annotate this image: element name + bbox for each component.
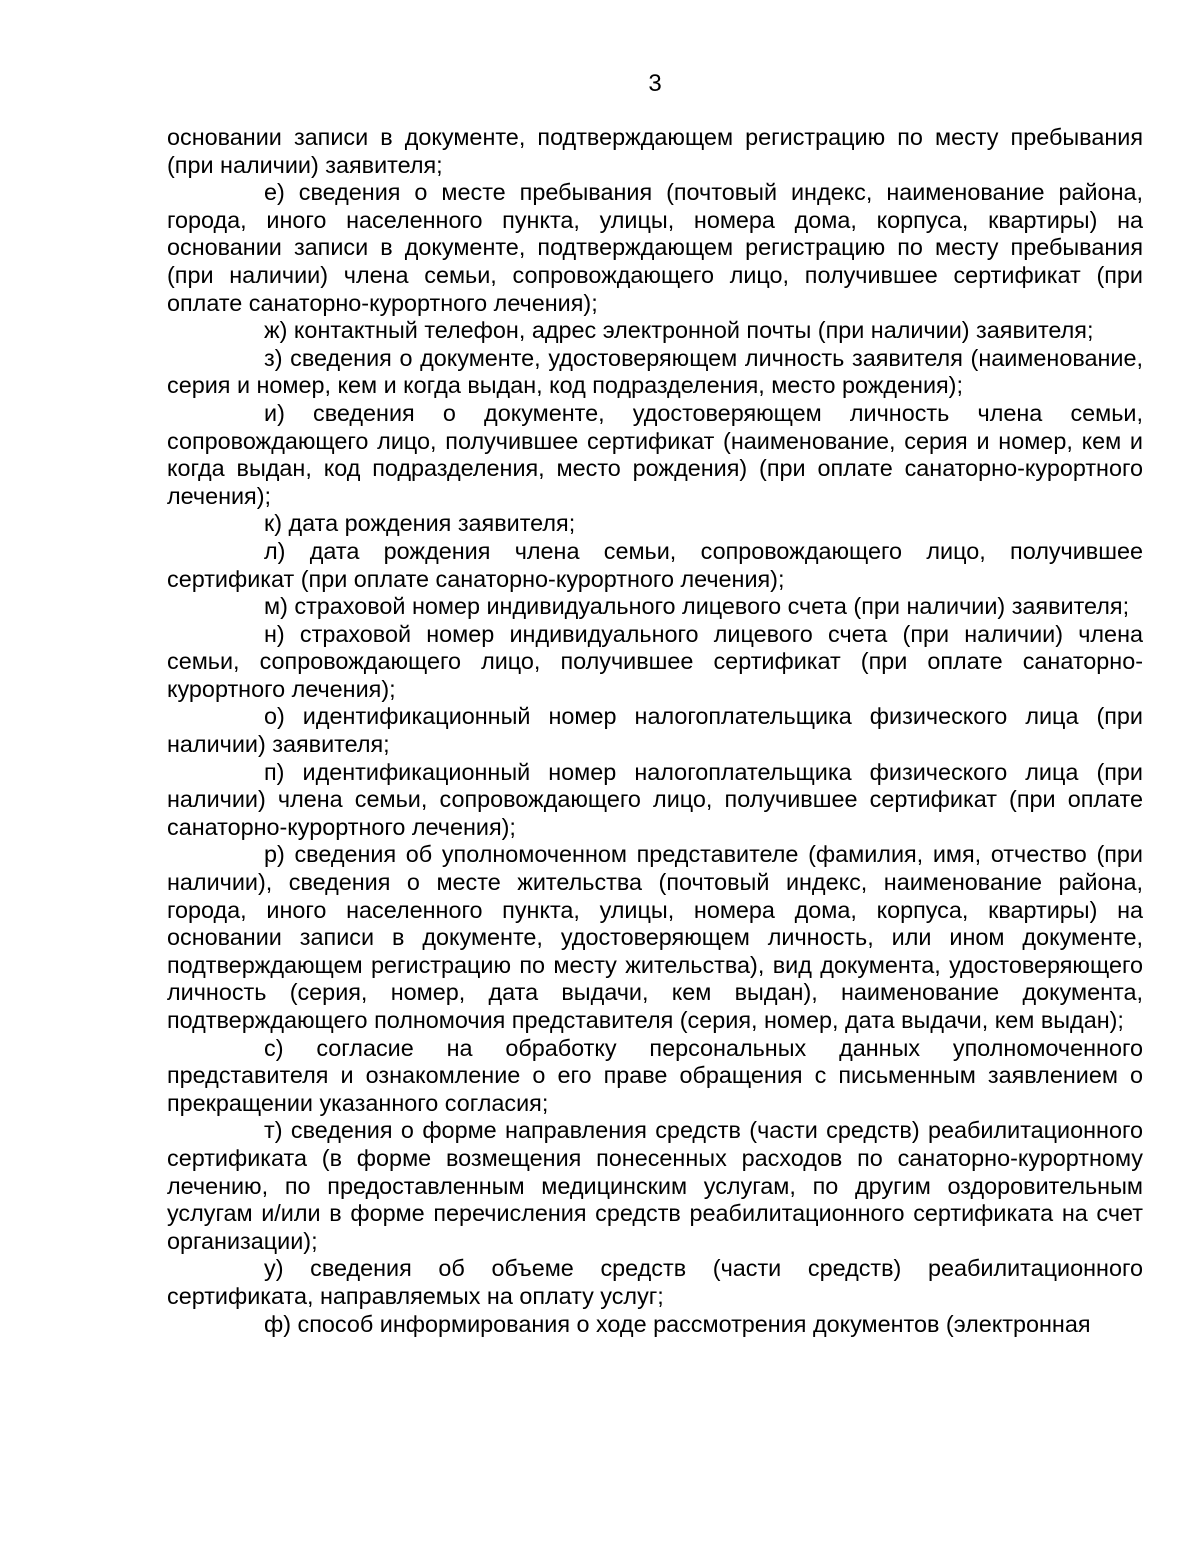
- document-body: [167, 124, 1143, 1338]
- list-item-paragraph: н) страховой номер индивидуального лицевого счета (при наличии) члена семьи, сопровождающего лицо, получившее сертификат (при оплате санаторно-курортного лечения);: [167, 620, 1143, 702]
- list-item-paragraph: к) дата рождения заявителя;: [264, 510, 576, 537]
- list-item-paragraph: р) сведения об уполномоченном представителе (фамилия, имя, отчество (при наличии), сведения о месте жительства (почтовый индекс, наименование района, города, иного населенного пункта, улицы, номера дома, корпуса, квартиры) на основании записи в документе, удостоверяющем личность, или ином документе, подтверждающем регистрацию по месту жительства), вид документа, удостоверяющего личность (серия, номер, дата выдачи, кем выдан), наименование документа, подтверждающего полномочия представителя (серия, номер, дата выдачи, кем выдан);: [167, 841, 1143, 1033]
- list-item-paragraph: л) дата рождения члена семьи, сопровождающего лицо, получившее сертификат (при оплате санаторно-курортного лечения);: [167, 537, 1143, 592]
- list-item-paragraph: ф) способ информирования о ходе рассмотрения документов (электронная: [264, 1310, 1091, 1337]
- list-item-paragraph: с) согласие на обработку персональных данных уполномоченного представителя и ознакомление о его праве обращения с письменным заявлением о прекращении указанного согласия;: [167, 1034, 1143, 1116]
- list-item-paragraph: ж) контактный телефон, адрес электронной почты (при наличии) заявителя;: [264, 317, 1094, 344]
- list-item-paragraph: о) идентификационный номер налогоплательщика физического лица (при наличии) заявителя;: [167, 703, 1143, 758]
- continuation-paragraph: основании записи в документе, подтверждающем регистрацию по месту пребывания (при наличии) заявителя;: [167, 124, 1143, 178]
- list-item-paragraph: м) страховой номер индивидуального лицевого счета (при наличии) заявителя;: [264, 593, 1130, 620]
- list-item-paragraph: т) сведения о форме направления средств (части средств) реабилитационного сертификата (в форме возмещения понесенных расходов по санаторно-курортному лечению, по предоставленным медицинским услугам, по другим оздоровительным услугам и/или в форме перечисления средств реабилитационного сертификата на счет организации);: [167, 1117, 1143, 1254]
- list-item-paragraph: е) сведения о месте пребывания (почтовый индекс, наименование района, города, иного населенного пункта, улицы, номера дома, корпуса, квартиры) на основании записи в документе, подтверждающем регистрацию по месту пребывания (при наличии) члена семьи, сопровождающего лицо, получившее сертификат (при оплате санаторно-курортного лечения);: [167, 179, 1143, 316]
- list-item-paragraph: з) сведения о документе, удостоверяющем личность заявителя (наименование, серия и номер, кем и когда выдан, код подразделения, место рождения);: [167, 344, 1143, 399]
- page-number: 3: [648, 70, 662, 97]
- list-item-paragraph: у) сведения об объеме средств (части средств) реабилитационного сертификата, направляемых на оплату услуг;: [167, 1255, 1143, 1309]
- list-item-paragraph: и) сведения о документе, удостоверяющем личность члена семьи, сопровождающего лицо, получившее сертификат (наименование, серия и номер, кем и когда выдан, код подразделения, место рождения) (при оплате санаторно-курортного лечения);: [167, 399, 1143, 509]
- list-item-paragraph: п) идентификационный номер налогоплательщика физического лица (при наличии) члена семьи, сопровождающего лицо, получившее сертификат (при оплате санаторно-курортного лечения);: [167, 758, 1143, 840]
